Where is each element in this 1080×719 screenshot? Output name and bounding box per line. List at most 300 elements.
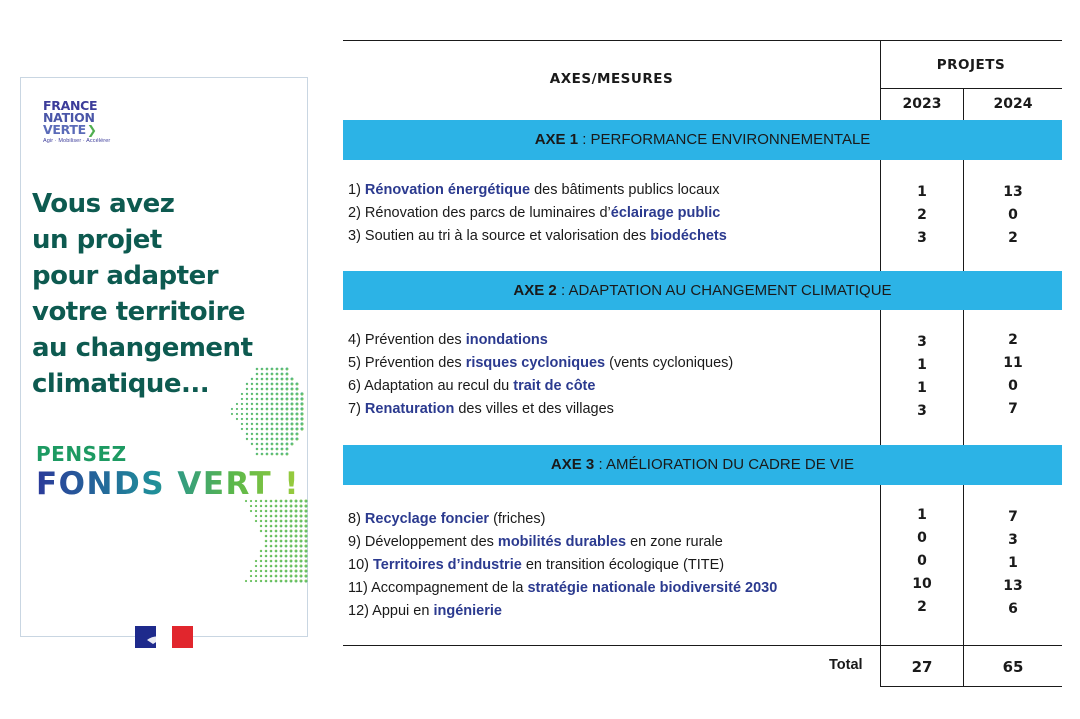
decor-dot bbox=[266, 453, 269, 456]
decor-dot bbox=[290, 515, 293, 518]
decor-dot bbox=[260, 565, 262, 567]
decor-dot bbox=[295, 422, 298, 425]
decor-dot bbox=[271, 388, 274, 391]
decor-dot bbox=[304, 544, 307, 547]
decor-dot bbox=[246, 383, 248, 385]
decor-dot bbox=[290, 575, 293, 578]
decor-dot bbox=[276, 453, 279, 456]
decor-dot bbox=[280, 530, 283, 533]
decor-dot bbox=[260, 570, 262, 572]
decor-dot bbox=[290, 555, 293, 558]
decor-dot bbox=[275, 580, 278, 583]
decor-dot bbox=[281, 423, 284, 426]
decor-dot bbox=[246, 393, 248, 395]
decor-dot bbox=[290, 520, 293, 523]
decor-dot bbox=[241, 403, 243, 405]
decor-dot bbox=[256, 393, 259, 396]
decor-dot bbox=[304, 514, 307, 517]
decor-dot bbox=[261, 453, 264, 456]
decor-dot bbox=[295, 407, 298, 410]
decor-dot bbox=[304, 559, 307, 562]
value-cell: 2 bbox=[917, 207, 927, 223]
total-top-border bbox=[343, 645, 1062, 646]
total-label: Total bbox=[829, 657, 863, 673]
table-top-border bbox=[343, 40, 1062, 41]
decor-dot bbox=[286, 398, 289, 401]
decor-dot bbox=[256, 368, 259, 371]
decor-dot bbox=[266, 368, 269, 371]
decor-dot bbox=[276, 423, 279, 426]
decor-dot bbox=[276, 413, 279, 416]
decor-dot bbox=[271, 378, 274, 381]
decor-dot bbox=[299, 539, 302, 542]
decor-dot bbox=[286, 448, 289, 451]
decor-dot bbox=[261, 398, 264, 401]
decor-dot bbox=[236, 408, 238, 410]
decor-dot bbox=[260, 515, 262, 517]
decor-dot bbox=[295, 402, 298, 405]
value-cell: 3 bbox=[917, 334, 927, 350]
value-cell: 0 bbox=[917, 530, 927, 546]
decor-dot bbox=[285, 550, 288, 553]
decor-dot bbox=[255, 570, 257, 572]
fonds-vert-text: FONDS VERT ! bbox=[36, 466, 301, 502]
decor-dot bbox=[266, 408, 269, 411]
decor-dot bbox=[271, 368, 274, 371]
decor-dot bbox=[246, 428, 248, 430]
decor-dot bbox=[271, 398, 274, 401]
decor-dot bbox=[251, 383, 253, 385]
decor-dot bbox=[241, 398, 243, 400]
decor-dot bbox=[266, 433, 269, 436]
decor-dot bbox=[256, 413, 259, 416]
decor-dot bbox=[261, 393, 264, 396]
decor-dot bbox=[295, 515, 298, 518]
decor-dot bbox=[280, 525, 283, 528]
decor-dot bbox=[246, 403, 248, 405]
decor-dot bbox=[270, 520, 273, 523]
decor-dot bbox=[281, 443, 284, 446]
decor-dot bbox=[266, 388, 269, 391]
decor-dot bbox=[280, 535, 283, 538]
decor-dot bbox=[295, 550, 298, 553]
decor-dot bbox=[290, 545, 293, 548]
decor-dot bbox=[276, 388, 279, 391]
decor-dot bbox=[251, 423, 253, 425]
value-cell: 7 bbox=[1008, 401, 1018, 417]
axe-3-values-2023 bbox=[882, 504, 962, 619]
decor-dot bbox=[231, 408, 233, 410]
decor-dot bbox=[255, 575, 257, 577]
decor-dot bbox=[281, 403, 284, 406]
decor-dot bbox=[291, 393, 294, 396]
decor-dot bbox=[251, 393, 253, 395]
axe-title: : ADAPTATION AU CHANGEMENT CLIMATIQUE bbox=[556, 282, 892, 299]
decor-dot bbox=[280, 555, 283, 558]
axe-3-items bbox=[348, 508, 777, 623]
decor-dot bbox=[281, 453, 284, 456]
decor-dot bbox=[286, 443, 289, 446]
decor-dot bbox=[265, 550, 268, 553]
value-cell: 0 bbox=[1008, 378, 1018, 394]
decor-dot bbox=[285, 580, 288, 583]
decor-dot bbox=[295, 535, 298, 538]
decor-dot bbox=[266, 403, 269, 406]
decor-dot bbox=[275, 565, 278, 568]
decor-dot bbox=[304, 524, 307, 527]
decor-dot bbox=[275, 530, 278, 533]
decor-dot bbox=[304, 569, 307, 572]
decor-dot bbox=[265, 565, 268, 568]
decor-dot bbox=[295, 525, 298, 528]
decor-dot bbox=[265, 530, 268, 533]
value-cell: 2 bbox=[917, 599, 927, 615]
decor-dot bbox=[281, 438, 284, 441]
decor-dot bbox=[270, 545, 273, 548]
decor-dot bbox=[290, 525, 293, 528]
decor-dot bbox=[299, 579, 302, 582]
decor-dot bbox=[280, 565, 283, 568]
axe-1-items bbox=[348, 179, 727, 248]
decor-dot bbox=[260, 520, 262, 522]
value-cell: 3 bbox=[1008, 532, 1018, 548]
decor-dot bbox=[241, 408, 243, 410]
decor-dot bbox=[290, 530, 293, 533]
decor-dot bbox=[285, 515, 288, 518]
decor-dot bbox=[270, 565, 273, 568]
decor-dot bbox=[261, 373, 264, 376]
decor-dot bbox=[265, 575, 268, 578]
decor-dot bbox=[285, 560, 288, 563]
decor-dot bbox=[236, 413, 238, 415]
decor-dot bbox=[295, 412, 298, 415]
decor-dot bbox=[290, 560, 293, 563]
decor-dot bbox=[290, 535, 293, 538]
decor-dot bbox=[276, 393, 279, 396]
chevron-right-icon: ❯ bbox=[86, 123, 97, 137]
decor-dot bbox=[241, 393, 243, 395]
headline-line: au changement bbox=[32, 333, 253, 363]
decor-dot bbox=[256, 423, 259, 426]
decor-dot bbox=[280, 560, 283, 563]
decor-dot bbox=[280, 540, 283, 543]
decor-dot bbox=[295, 580, 298, 583]
logo-line-1: FRANCE bbox=[43, 98, 98, 113]
decor-dot bbox=[261, 403, 264, 406]
header-axes-mesures: AXES/MESURES bbox=[549, 71, 674, 87]
decor-dot bbox=[256, 398, 259, 401]
decor-dot bbox=[271, 413, 274, 416]
decor-dot bbox=[290, 580, 293, 583]
axe-label: AXE 1 bbox=[534, 131, 579, 148]
decor-dot bbox=[260, 560, 262, 562]
value-cell: 1 bbox=[917, 184, 927, 200]
decor-dot bbox=[241, 428, 243, 430]
value-cell: 6 bbox=[1008, 601, 1018, 617]
decor-dot bbox=[256, 453, 259, 456]
decor-dot bbox=[256, 408, 259, 411]
list-item: 11) Accompagnement de la stratégie nationale biodiversité 2030 bbox=[348, 580, 778, 596]
decor-dot bbox=[295, 575, 298, 578]
decor-dot bbox=[275, 540, 278, 543]
decor-dot bbox=[236, 418, 238, 420]
decor-dot bbox=[265, 570, 268, 573]
decor-dot bbox=[261, 433, 264, 436]
decor-dot bbox=[265, 560, 268, 563]
table-bottom-border bbox=[880, 686, 1062, 687]
decor-dot bbox=[275, 525, 278, 528]
decor-dot bbox=[281, 388, 284, 391]
decor-dot bbox=[251, 388, 253, 390]
header-split-line bbox=[880, 88, 1062, 89]
decor-dot bbox=[300, 427, 303, 430]
decor-dot bbox=[299, 514, 302, 517]
decor-dot bbox=[271, 438, 274, 441]
decor-dot bbox=[246, 433, 248, 435]
decor-dot bbox=[275, 555, 278, 558]
decor-dot bbox=[251, 413, 253, 415]
headline-line: un projet bbox=[32, 225, 162, 255]
decor-dot bbox=[286, 393, 289, 396]
decor-dot bbox=[285, 545, 288, 548]
decor-dot bbox=[256, 438, 259, 441]
decor-dot bbox=[299, 534, 302, 537]
decor-dot bbox=[276, 428, 279, 431]
decor-dot bbox=[285, 570, 288, 573]
logo-line-3 bbox=[43, 124, 133, 136]
axe-1-bar bbox=[343, 120, 1062, 160]
decor-dot bbox=[304, 574, 307, 577]
decor-dot bbox=[270, 570, 273, 573]
decor-dot bbox=[251, 408, 253, 410]
decor-dot bbox=[251, 418, 253, 420]
decor-dot bbox=[261, 383, 264, 386]
decor-dot bbox=[251, 403, 253, 405]
header-year-2024: 2024 bbox=[993, 96, 1033, 112]
decor-dot bbox=[261, 388, 264, 391]
value-cell: 1 bbox=[917, 507, 927, 523]
fonds-vert-label bbox=[36, 463, 311, 513]
decor-dot bbox=[255, 515, 257, 517]
decor-dot bbox=[261, 368, 264, 371]
decor-dot bbox=[260, 575, 262, 577]
decor-dot bbox=[261, 438, 264, 441]
decor-dot bbox=[260, 555, 262, 557]
decor-dot bbox=[280, 580, 283, 583]
decor-dot bbox=[299, 574, 302, 577]
decor-dot bbox=[281, 428, 284, 431]
decor-dot bbox=[276, 443, 279, 446]
decor-dot bbox=[265, 520, 268, 523]
decor-dot bbox=[250, 575, 252, 577]
decor-dot bbox=[291, 433, 294, 436]
decor-dot bbox=[271, 448, 274, 451]
decor-dot bbox=[286, 418, 289, 421]
column-divider-2 bbox=[963, 88, 964, 687]
value-cell: 2 bbox=[1008, 230, 1018, 246]
value-cell: 7 bbox=[1008, 509, 1018, 525]
value-cell: 1 bbox=[1008, 555, 1018, 571]
decor-dot bbox=[246, 418, 248, 420]
decor-dot bbox=[300, 422, 303, 425]
decor-dot bbox=[276, 403, 279, 406]
decor-dot bbox=[276, 418, 279, 421]
decor-dot bbox=[281, 378, 284, 381]
decor-dot bbox=[260, 530, 262, 532]
list-item: 4) Prévention des inondations bbox=[348, 332, 548, 348]
decor-dot bbox=[266, 423, 269, 426]
decor-dot bbox=[266, 413, 269, 416]
pensez-label: PENSEZ bbox=[36, 442, 127, 466]
value-cell: 0 bbox=[917, 553, 927, 569]
decor-dot bbox=[246, 408, 248, 410]
dot-pattern-upper bbox=[229, 366, 309, 466]
decor-dot bbox=[251, 428, 253, 430]
decor-dot bbox=[276, 438, 279, 441]
decor-dot bbox=[276, 398, 279, 401]
decor-dot bbox=[245, 580, 247, 582]
decor-dot bbox=[295, 437, 298, 440]
header-projets: PROJETS bbox=[936, 57, 1006, 73]
decor-dot bbox=[295, 565, 298, 568]
decor-dot bbox=[291, 408, 294, 411]
decor-dot bbox=[281, 368, 284, 371]
decor-dot bbox=[276, 368, 279, 371]
decor-dot bbox=[291, 423, 294, 426]
decor-dot bbox=[304, 539, 307, 542]
decor-dot bbox=[300, 407, 303, 410]
fonds-vert-gradient-text bbox=[36, 463, 311, 505]
decor-dot bbox=[270, 525, 273, 528]
decor-dot bbox=[275, 560, 278, 563]
decor-dot bbox=[280, 545, 283, 548]
decor-dot bbox=[271, 428, 274, 431]
value-cell: 0 bbox=[1008, 207, 1018, 223]
value-cell: 1 bbox=[917, 357, 927, 373]
decor-dot bbox=[280, 575, 283, 578]
decor-dot bbox=[291, 403, 294, 406]
decor-dot bbox=[295, 570, 298, 573]
decor-dot bbox=[246, 398, 248, 400]
decor-dot bbox=[286, 368, 289, 371]
decor-dot bbox=[270, 540, 273, 543]
decor-dot bbox=[270, 550, 273, 553]
decor-dot bbox=[261, 443, 264, 446]
decor-dot bbox=[266, 418, 269, 421]
decor-dot bbox=[280, 520, 283, 523]
list-item: 3) Soutien au tri à la source et valorisation des biodéchets bbox=[348, 228, 727, 244]
decor-dot bbox=[255, 520, 257, 522]
decor-dot bbox=[285, 530, 288, 533]
logo-line-2: NATION bbox=[43, 110, 95, 125]
decor-dot bbox=[295, 382, 298, 385]
decor-dot bbox=[256, 388, 259, 391]
headline-line: pour adapter bbox=[32, 261, 219, 291]
decor-dot bbox=[256, 428, 259, 431]
value-cell: 1 bbox=[917, 380, 927, 396]
decor-dot bbox=[275, 520, 278, 523]
decor-dot bbox=[275, 570, 278, 573]
decor-dot bbox=[275, 515, 278, 518]
decor-dot bbox=[290, 550, 293, 553]
decor-dot bbox=[290, 540, 293, 543]
decor-dot bbox=[304, 534, 307, 537]
decor-dot bbox=[266, 428, 269, 431]
decor-dot bbox=[241, 418, 243, 420]
axe-label: AXE 2 bbox=[513, 282, 557, 299]
decor-dot bbox=[266, 438, 269, 441]
decor-dot bbox=[255, 580, 257, 582]
decor-dot bbox=[291, 413, 294, 416]
decor-dot bbox=[251, 443, 253, 445]
decor-dot bbox=[246, 413, 248, 415]
decor-dot bbox=[246, 388, 248, 390]
decor-dot bbox=[265, 580, 268, 583]
decor-dot bbox=[295, 555, 298, 558]
decor-dot bbox=[291, 383, 294, 386]
decor-dot bbox=[285, 540, 288, 543]
decor-dot bbox=[260, 525, 262, 527]
decor-dot bbox=[299, 554, 302, 557]
decor-dot bbox=[281, 398, 284, 401]
decor-dot bbox=[281, 383, 284, 386]
headline-line: Vous avez bbox=[32, 189, 175, 219]
decor-dot bbox=[271, 453, 274, 456]
decor-dot bbox=[271, 373, 274, 376]
decor-dot bbox=[286, 388, 289, 391]
decor-dot bbox=[300, 392, 303, 395]
axe-2-items bbox=[348, 329, 733, 421]
decor-dot bbox=[271, 423, 274, 426]
france-nation-verte-logo bbox=[43, 100, 133, 144]
decor-dot bbox=[304, 579, 307, 582]
projects-table bbox=[343, 40, 1062, 687]
decor-dot bbox=[265, 555, 268, 558]
decor-dot bbox=[246, 438, 248, 440]
decor-dot bbox=[291, 438, 294, 441]
decor-dot bbox=[266, 398, 269, 401]
decor-dot bbox=[285, 555, 288, 558]
value-cell: 2 bbox=[1008, 332, 1018, 348]
decor-dot bbox=[291, 443, 294, 446]
decor-dot bbox=[261, 408, 264, 411]
axe-2-values-2023 bbox=[882, 331, 962, 423]
decor-dot bbox=[304, 564, 307, 567]
decor-dot bbox=[256, 448, 259, 451]
decor-dot bbox=[261, 448, 264, 451]
decor-dot bbox=[291, 388, 294, 391]
decor-dot bbox=[286, 428, 289, 431]
decor-dot bbox=[270, 580, 273, 583]
total-2023: 27 bbox=[911, 658, 933, 676]
decor-dot bbox=[271, 408, 274, 411]
decor-dot bbox=[265, 540, 268, 543]
decor-dot bbox=[300, 417, 303, 420]
decor-dot bbox=[290, 565, 293, 568]
decor-dot bbox=[281, 408, 284, 411]
decor-dot bbox=[231, 413, 233, 415]
decor-dot bbox=[276, 378, 279, 381]
decor-dot bbox=[276, 373, 279, 376]
decor-dot bbox=[261, 423, 264, 426]
decor-dot bbox=[266, 448, 269, 451]
decor-dot bbox=[286, 383, 289, 386]
decor-dot bbox=[299, 569, 302, 572]
decor-dot bbox=[270, 555, 273, 558]
decor-dot bbox=[299, 564, 302, 567]
decor-dot bbox=[295, 427, 298, 430]
value-cell: 13 bbox=[1003, 578, 1023, 594]
